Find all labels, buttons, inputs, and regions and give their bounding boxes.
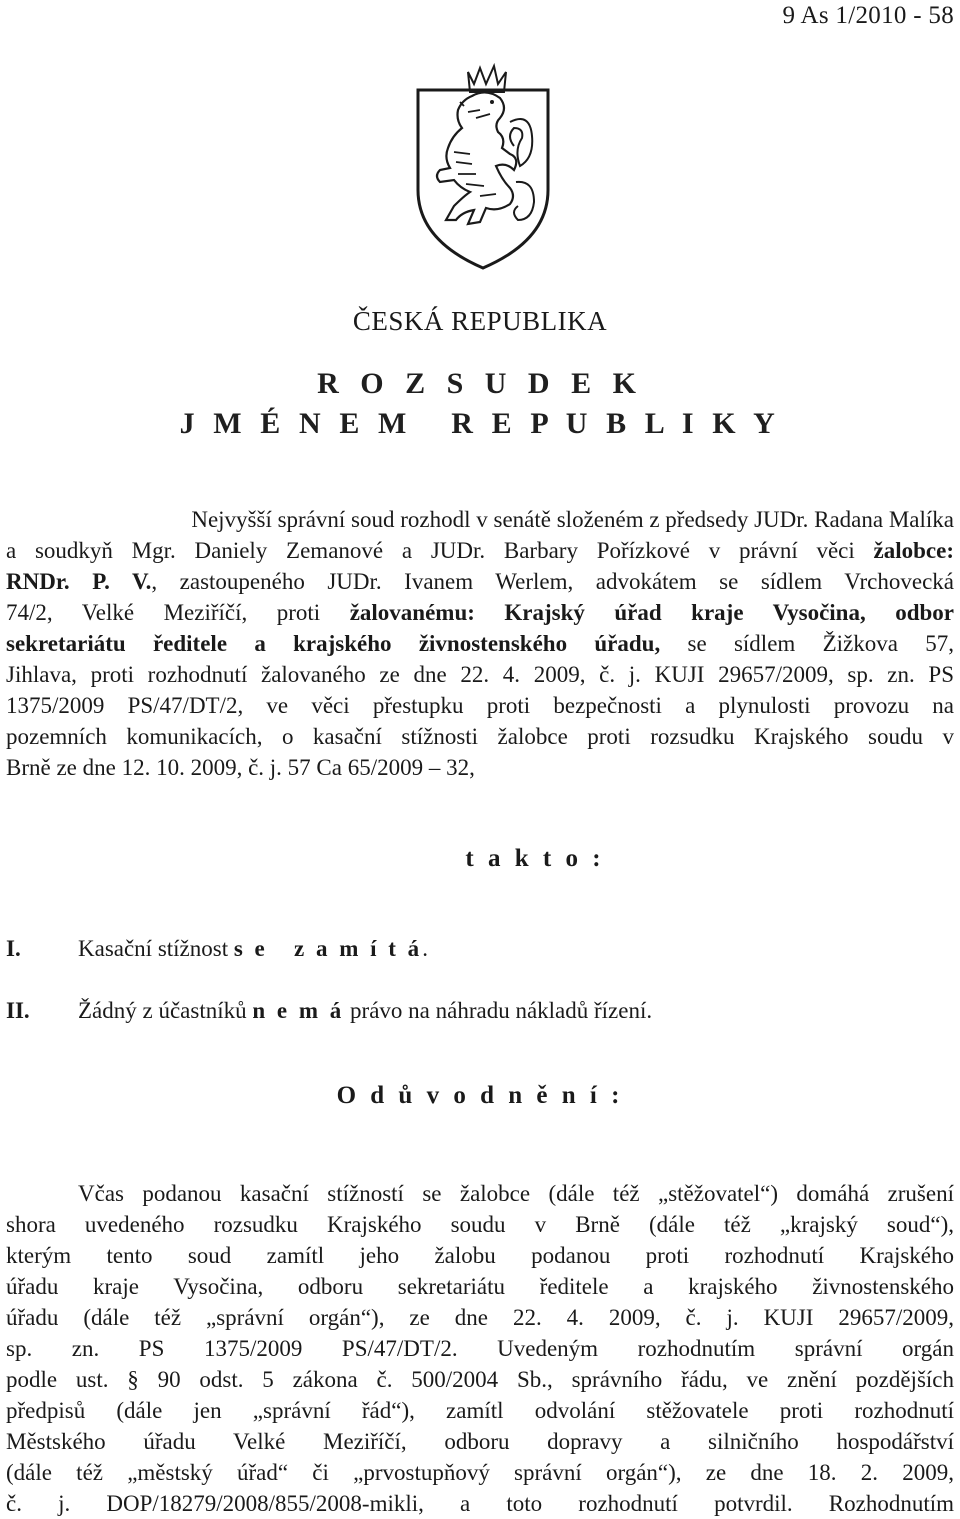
intro-paragraph (6, 504, 954, 783)
intro-line: Nejvyšší správní soud rozhodl v senátě složeném z předsedy JUDr. Radana Malíka (191, 507, 954, 532)
intro-text: a soudkyň Mgr. Daniely Zemanové a JUDr. Barbary Pořízkové v právní věci (6, 538, 874, 563)
reasoning-line: (dále též „městský úřad“ či „prvostupňový správní orgán“), ze dne 18. 2. 2009, (6, 1460, 954, 1485)
reasoning-line: Včas podanou kasační stížností se žalobce (dále též „stěžovatel“) domáhá zrušení (78, 1181, 954, 1206)
reasoning-line: podle ust. § 90 odst. 5 zákona č. 500/2004 Sb., správního řádu, ve znění pozdějších (6, 1367, 954, 1392)
intro-line (6, 566, 954, 597)
case-reference: 9 As 1/2010 - 58 (782, 2, 954, 29)
ruling-text-emphasis: n e m á (252, 998, 345, 1023)
operative-heading: t a k t o : (465, 845, 605, 872)
plaintiff-name: RNDr. P. V. (6, 569, 152, 594)
defendant-label: žalovanému: Krajský úřad kraje Vysočina, odbor (349, 600, 955, 625)
ruling-text-plain: právo na náhradu nákladů řízení. (344, 998, 653, 1023)
reasoning-line: úřadu (dále též „správní orgán“), ze dne 22. 4. 2009, č. j. KUJI 29657/2009, (6, 1305, 954, 1330)
intro-line: Brně ze dne 12. 10. 2009, č. j. 57 Ca 65/2009 – 32, (6, 755, 475, 780)
ruling-text (78, 936, 428, 962)
defendant-name: sekretariátu ředitele a krajského živnostenského úřadu, (6, 631, 661, 656)
reasoning-line: Městského úřadu Velké Meziříčí, odboru dopravy a silničního hospodářství (6, 1429, 954, 1454)
ruling-text-plain: Kasační stížnost (78, 936, 234, 961)
country-name: ČESKÁ REPUBLIKA (352, 306, 608, 336)
reasoning-line: kterým tento soud zamítl jeho žalobu podanou proti rozhodnutí Krajského (6, 1243, 954, 1268)
plaintiff-label: žalobce: (873, 538, 954, 563)
ruling-text (78, 998, 652, 1024)
ruling-number: II. (6, 998, 30, 1023)
ruling-number: I. (6, 936, 21, 961)
intro-text: 74/2, Velké Meziříčí, proti (6, 600, 350, 625)
intro-line: pozemních komunikacích, o kasační stížnosti žalobce proti rozsudku Krajského soudu v (6, 724, 954, 749)
reasoning-heading: O d ů v o d n ě n í : (336, 1082, 624, 1109)
reasoning-line: úřadu kraje Vysočina, odboru sekretariátu ředitele a krajského živnostenského (6, 1274, 954, 1299)
reasoning-line: č. j. DOP/18279/2008/855/2008-mikli, a toto rozhodnutí potvrdil. Rozhodnutím (6, 1491, 954, 1516)
czech-lion-coat-of-arms-icon (410, 62, 556, 274)
reasoning-line: shora uvedeného rozsudku Krajského soudu v Brně (dále též „krajský soud“), (6, 1212, 954, 1237)
in-name-of-republic-heading: J M É N E M R E P U B L I K Y (179, 407, 781, 440)
ruling-text-plain: Žádný z účastníků (78, 998, 253, 1023)
intro-line: 1375/2009 PS/47/DT/2, ve věci přestupku proti bezpečnosti a plynulosti provozu na (6, 693, 954, 718)
intro-line: Jihlava, proti rozhodnutí žalovaného ze dne 22. 4. 2009, č. j. KUJI 29657/2009, sp. zn. PS (6, 662, 954, 687)
intro-line (6, 597, 954, 628)
reasoning-line: předpisů (dále jen „správní řád“), zamítl odvolání stěžovatele proti rozhodnutí (6, 1398, 954, 1423)
intro-text: , zastoupeného JUDr. Ivanem Werlem, advokátem se sídlem Vrchovecká (151, 569, 954, 594)
verdict-heading: R O Z S U D E K (317, 367, 643, 400)
intro-text: se sídlem Žižkova 57, (660, 631, 954, 656)
ruling-text-plain: . (422, 936, 428, 961)
intro-line (6, 535, 954, 566)
ruling-text-emphasis: s e z a m í t á (233, 936, 423, 961)
intro-line (6, 628, 954, 659)
reasoning-paragraph (6, 1178, 954, 1519)
reasoning-line: sp. zn. PS 1375/2009 PS/47/DT/2. Uvedeným rozhodnutím správní orgán (6, 1336, 954, 1361)
